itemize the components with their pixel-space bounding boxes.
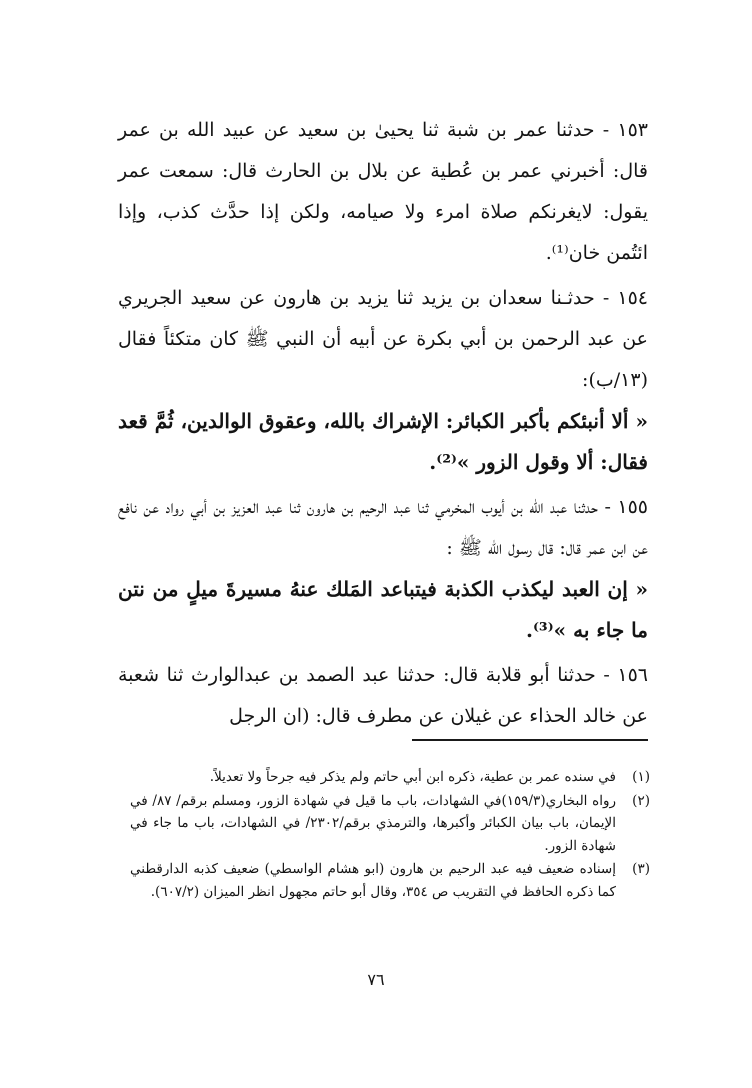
hadith-156-paragraph: ١٥٦ - حدثنا أبو قلابة قال: حدثنا عبد الصمد بن عبدالوارث ثنا شعبة عن خالد الحذاء عن غيلان عن مطرف قال: (ان الرجل — [118, 664, 648, 727]
footnote-item — [130, 858, 650, 903]
footnote-separator — [412, 739, 648, 741]
hadith-155-quote: « إن العبد ليكذب الكذبة فيتباعد المَلك عنهُ مسيرةَ ميلٍ من نتن ما جاء به »⁽³⁾. — [118, 577, 648, 642]
hadith-153-paragraph: ١٥٣ - حدثنا عمر بن شبة ثنا يحيىٰ بن سعيد عن عبيد الله بن عمر قال: أخبرني عمر بن عُطية عن بلال بن الحارث قال: سمعت عمر يقول: لايغرنكم صلاة امرء ولا صيامه، ولكن إذا حدَّث كذب، وإذا ائتُمن خان⁽¹⁾. — [118, 119, 648, 264]
footnote-number: (١) — [632, 769, 650, 785]
hadith-155-paragraph: ١٥٥ - حدثنا عبد الله بن أيوب المخرمي ثنا عبد الرحيم بن هارون ثنا عبد العزيز بن أبي رواد عن نافع عن ابن عمر قال: قال رسول الله ﷺ : — [118, 496, 648, 559]
page-number: ٧٦ — [367, 970, 385, 989]
footnote-item — [130, 766, 650, 789]
footnote-number: (٣) — [632, 861, 650, 877]
footnotes — [130, 766, 650, 904]
main-text — [118, 110, 648, 737]
footnote-text: إسناده ضعيف فيه عبد الرحيم بن هارون (ابو هشام الواسطي) ضعيف كذبه الدارقطني كما ذكره الحافظ في التقريب ص ٣٥٤، وقال أبو حاتم مجهول انظر الميزان (٦٠٧/٢). — [130, 861, 616, 900]
footnote-text: في سنده عمر بن عطية، ذكره ابن أبي حاتم ولم يذكر فيه جرحاً ولا تعديلاً. — [209, 769, 616, 785]
footnote-number: (٢) — [632, 792, 650, 809]
hadith-154-paragraph: ١٥٤ - حدثـنا سعدان بن يزيد ثنا يزيد بن هارون عن سعيد الجريري عن عبد الرحمن بن أبي بكرة عن أبيه أن النبي ﷺ كان متكئاً فقال (١٣/ب): — [118, 287, 648, 391]
hadith-154-quote: « ألا أنبئكم بأكبر الكبائر: الإشراك بالله، وعقوق الوالدين، ثُمَّ قعد فقال: ألا وقول الزور »⁽²⁾. — [118, 409, 648, 474]
footnote-text: رواه البخاري(١٥٩/٣)في الشهادات، باب ما قيل في شهادة الزور، ومسلم برقم/ ٨٧/ في الإيمان، باب بيان الكبائر وأكبرها، والترمذي برقم/٢٣٠٢/ في الشهادات، باب ما جاء في شهادة الزور. — [130, 792, 616, 854]
footnote-item — [130, 790, 650, 858]
